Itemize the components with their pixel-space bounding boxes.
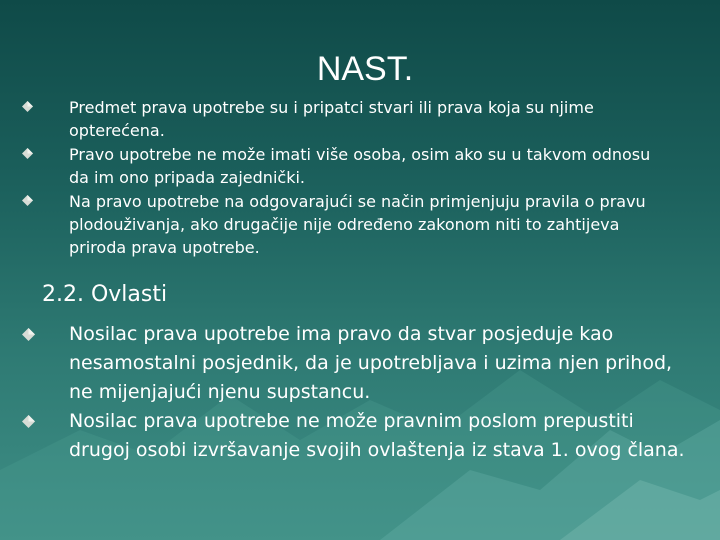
diamond-bullet-icon: [22, 415, 35, 428]
intro-point-text: Predmet prava upotrebe su i pripatci stvari ili prava koja su njime opterećena.: [69, 98, 594, 140]
section-point-text: Nosilac prava upotrebe ima pravo da stvar posjeduje kao nesamostalni posjednik, da je upotrebljava i uzima njen prihod, ne mijenjajući njenu supstancu.: [69, 323, 673, 403]
list-item: [22, 190, 672, 259]
intro-point-text: Pravo upotrebe ne može imati više osoba, osim ako su u takvom odnosu da im ono pripada zajednički.: [69, 145, 651, 187]
section-point-text: Nosilac prava upotrebe ne može pravnim poslom prepustiti drugoj osobi izvršavanje svojih ovlaštenja iz stava 1. ovog člana.: [69, 410, 685, 461]
intro-point-text: Na pravo upotrebe na odgovarajući se način primjenjuju pravila o pravu plodouživanja, ako drugačije nije određeno zakonom niti to zahtijeva priroda prava upotrebe.: [69, 192, 646, 257]
diamond-bullet-icon: [22, 195, 33, 206]
diamond-bullet-icon: [22, 101, 33, 112]
list-item: [22, 320, 692, 407]
list-item: [22, 96, 672, 142]
section-heading: 2.2. Ovlasti: [42, 282, 168, 307]
list-item: [22, 407, 692, 465]
intro-point-list: [22, 96, 672, 260]
diamond-bullet-icon: [22, 148, 33, 159]
section-point-list: [22, 320, 692, 465]
list-item: [22, 143, 672, 189]
diamond-bullet-icon: [22, 328, 35, 341]
slide-title: NAST.: [316, 50, 414, 88]
